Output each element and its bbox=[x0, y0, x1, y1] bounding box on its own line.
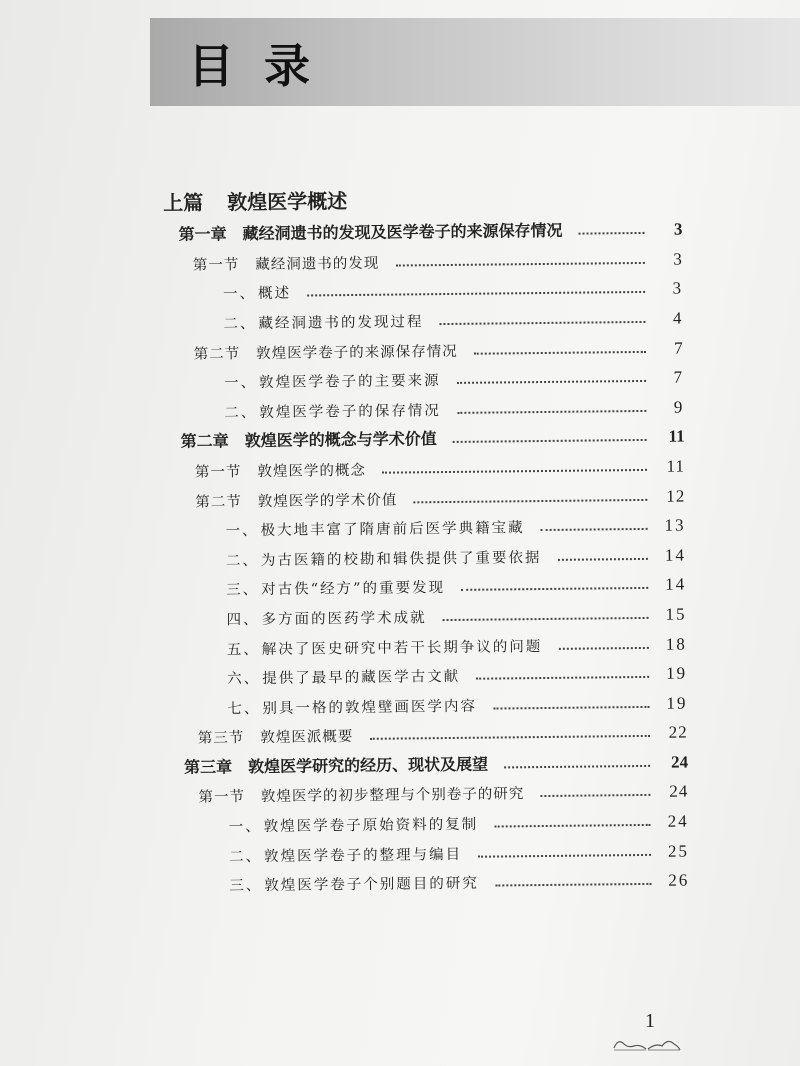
dot-leader bbox=[474, 350, 646, 354]
entry-label: 第二节 bbox=[195, 493, 242, 511]
dot-leader bbox=[579, 232, 645, 235]
entry-title: 对古佚“经方”的重要发现 bbox=[261, 580, 446, 599]
entry-title: 别具一格的敦煌壁画医学内容 bbox=[262, 698, 478, 717]
entry-title: 敦煌医派概要 bbox=[260, 729, 354, 747]
dot-leader bbox=[495, 883, 652, 887]
entry-label: 一、 bbox=[225, 523, 259, 540]
entry-page-number: 3 bbox=[672, 278, 684, 299]
entry-label: 第一章 bbox=[178, 224, 227, 244]
dot-leader bbox=[307, 291, 645, 297]
entry-title: 敦煌医学卷子的来源保存情况 bbox=[256, 343, 458, 362]
entry-label: 二、 bbox=[224, 404, 258, 422]
entry-page-number: 22 bbox=[668, 722, 688, 742]
entry-page-number: 11 bbox=[668, 426, 685, 447]
entry-label: 七、 bbox=[227, 700, 261, 718]
entry-label: 第三节 bbox=[197, 730, 245, 747]
entry-page-number: 3 bbox=[673, 219, 683, 239]
dot-leader bbox=[382, 469, 647, 474]
dot-leader bbox=[557, 558, 648, 561]
entry-page-number: 26 bbox=[668, 870, 690, 890]
entry-page-number: 19 bbox=[666, 663, 688, 683]
dot-leader bbox=[494, 824, 651, 828]
cloud-ornament-icon bbox=[612, 1036, 682, 1052]
entry-label: 第一节 bbox=[198, 789, 245, 807]
entry-page-number: 15 bbox=[665, 604, 687, 624]
dot-leader bbox=[369, 735, 650, 740]
entry-title: 敦煌医学卷子个别题目的研究 bbox=[264, 875, 479, 895]
dot-leader bbox=[478, 854, 651, 858]
entry-title: 解决了医史研究中若干长期争议的问题 bbox=[261, 638, 543, 658]
entry-label: 四、 bbox=[226, 611, 260, 629]
dot-leader bbox=[413, 498, 647, 502]
entry-title: 敦煌医学卷子原始资料的复制 bbox=[263, 816, 479, 836]
entry-label: 二、 bbox=[223, 315, 257, 333]
entry-label: 第一节 bbox=[194, 464, 242, 481]
entry-page-number: 24 bbox=[669, 781, 689, 802]
entry-label: 一、 bbox=[228, 819, 262, 836]
dot-leader bbox=[395, 262, 645, 267]
entry-page-number: 25 bbox=[667, 841, 690, 861]
entry-label: 三、 bbox=[229, 878, 263, 895]
entry-title: 敦煌医学卷子的主要来源 bbox=[258, 373, 441, 392]
entry-label: 一、 bbox=[223, 375, 258, 392]
entry-page-number: 14 bbox=[665, 574, 687, 595]
entry-title: 藏经洞遗书的发现 bbox=[255, 255, 380, 273]
dot-leader bbox=[443, 617, 649, 621]
entry-title: 为古医籍的校勘和辑佚提供了重要依据 bbox=[260, 549, 542, 569]
entry-title: 敦煌医学研究的经历、现状及展望 bbox=[247, 754, 489, 776]
entry-title: 敦煌医学的学术价值 bbox=[257, 492, 398, 510]
entry-label: 一、 bbox=[223, 286, 257, 303]
dot-leader bbox=[504, 765, 650, 769]
entry-page-number: 3 bbox=[673, 249, 683, 269]
entry-page-number: 12 bbox=[666, 486, 686, 506]
entry-page-number: 18 bbox=[665, 634, 687, 654]
entry-page-number: 13 bbox=[664, 515, 686, 535]
entry-page-number: 11 bbox=[666, 456, 686, 476]
entry-page-number: 19 bbox=[666, 693, 688, 713]
entry-title: 敦煌医学的概念与学术价值 bbox=[244, 429, 437, 451]
page-number: 1 bbox=[645, 1010, 655, 1032]
entry-title: 敦煌医学的概念 bbox=[257, 462, 367, 480]
entry-label: 第三章 bbox=[183, 757, 233, 777]
entry-title: 藏经洞遗书的发现及医学卷子的来源保存情况 bbox=[242, 220, 563, 244]
entry-label: 第一节 bbox=[192, 256, 240, 274]
entry-label: 五、 bbox=[226, 641, 260, 658]
entry-page-number: 4 bbox=[672, 308, 684, 328]
dot-leader bbox=[541, 528, 648, 531]
entry-label: 上篇 bbox=[163, 192, 204, 215]
table-of-contents bbox=[0, 179, 800, 898]
dot-leader bbox=[461, 587, 648, 591]
entry-title: 敦煌医学卷子的保存情况 bbox=[259, 402, 441, 421]
dot-leader bbox=[439, 321, 645, 325]
entry-label: 六、 bbox=[227, 671, 261, 688]
entry-title: 藏经洞遗书的发现过程 bbox=[258, 314, 424, 332]
entry-label: 二、 bbox=[225, 552, 260, 570]
entry-label: 第二章 bbox=[180, 431, 229, 452]
entry-title: 敦煌医学的初步整理与个别卷子的研究 bbox=[260, 786, 525, 806]
entry-page-number: 14 bbox=[664, 545, 686, 565]
entry-title: 敦煌医学概述 bbox=[227, 190, 348, 214]
entry-label: 二、 bbox=[228, 848, 263, 865]
dot-leader bbox=[457, 380, 647, 384]
dot-leader bbox=[476, 676, 649, 680]
entry-title: 提供了最早的藏医学古文献 bbox=[262, 668, 461, 688]
dot-leader bbox=[453, 439, 647, 443]
entry-label: 三、 bbox=[226, 582, 260, 599]
entry-title: 敦煌医学卷子的整理与编目 bbox=[263, 846, 463, 865]
entry-title: 概述 bbox=[258, 286, 292, 303]
entry-page-number: 7 bbox=[674, 338, 684, 358]
entry-page-number: 7 bbox=[673, 367, 685, 387]
dot-leader bbox=[457, 410, 647, 414]
dot-leader bbox=[558, 646, 649, 649]
entry-title: 多方面的医药学术成就 bbox=[261, 610, 427, 628]
dot-leader bbox=[493, 706, 650, 710]
entry-page-number: 24 bbox=[670, 752, 689, 772]
entry-page-number: 24 bbox=[667, 811, 689, 831]
entry-title: 极大地丰富了隋唐前后医学典籍宝藏 bbox=[260, 520, 525, 540]
page-title: 目录 bbox=[188, 39, 340, 93]
entry-page-number: 9 bbox=[673, 397, 685, 417]
entry-label: 第二节 bbox=[193, 345, 241, 363]
dot-leader bbox=[540, 794, 650, 797]
